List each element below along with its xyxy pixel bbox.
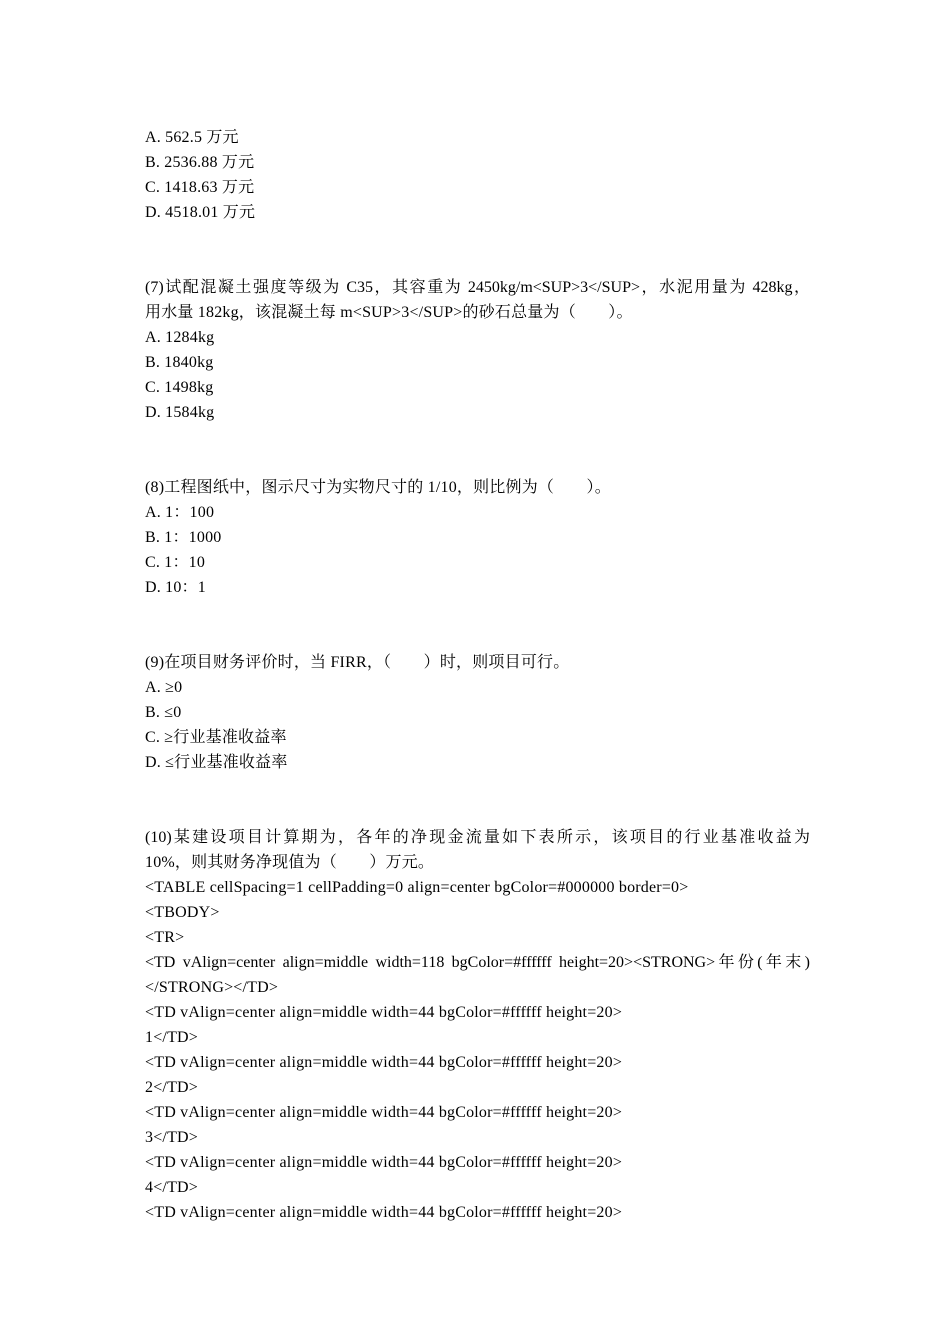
question-8 bbox=[145, 475, 810, 600]
q10-raw-line: 1</TD> bbox=[145, 1029, 199, 1046]
q10-raw-line: <TD vAlign=center align=middle width=44 bgColor=#ffffff height=20> bbox=[145, 1054, 623, 1071]
q10-raw-line: 4</TD> bbox=[145, 1179, 199, 1196]
q10-raw-line: <TABLE cellSpacing=1 cellPadding=0 align=center bgColor=#000000 border=0> bbox=[145, 879, 689, 896]
q7-option-c: C. 1498kg bbox=[145, 379, 214, 396]
q10-raw-line: <TBODY> bbox=[145, 904, 220, 921]
question-9 bbox=[145, 650, 810, 775]
q8-option-c: C. 1：10 bbox=[145, 554, 206, 571]
q8-stem: (8)工程图纸中，图示尺寸为实物尺寸的 1/10，则比例为（ ）。 bbox=[145, 479, 611, 496]
spacer bbox=[145, 775, 810, 825]
q9-option-d: D. ≤行业基准收益率 bbox=[145, 754, 288, 771]
q10-raw-line: <TD vAlign=center align=middle width=118 bgColor=#ffffff height=20><STRONG>年份(年末) bbox=[145, 954, 810, 971]
q10-stem-line-1: (10)某建设项目计算期为，各年的净现金流量如下表所示，该项目的行业基准收益为 bbox=[145, 829, 810, 846]
spacer bbox=[145, 225, 810, 275]
q10-raw-line: <TD vAlign=center align=middle width=44 bgColor=#ffffff height=20> bbox=[145, 1004, 623, 1021]
q10-raw-line: <TD vAlign=center align=middle width=44 bgColor=#ffffff height=20> bbox=[145, 1104, 623, 1121]
spacer bbox=[145, 425, 810, 475]
q7-option-d: D. 1584kg bbox=[145, 404, 215, 421]
q10-raw-line: 3</TD> bbox=[145, 1129, 199, 1146]
q10-raw-line: <TD vAlign=center align=middle width=44 bgColor=#ffffff height=20> bbox=[145, 1154, 623, 1171]
q7-stem-line-2: 用水量 182kg，该混凝土每 m<SUP>3</SUP>的砂石总量为（ ）。 bbox=[145, 304, 633, 321]
question-6 bbox=[145, 125, 810, 225]
q6-option-c: C. 1418.63 万元 bbox=[145, 179, 255, 196]
q10-raw-line: 2</TD> bbox=[145, 1079, 199, 1096]
q9-option-c: C. ≥行业基准收益率 bbox=[145, 729, 287, 746]
q7-option-b: B. 1840kg bbox=[145, 354, 214, 371]
spacer bbox=[145, 600, 810, 650]
q10-stem-line-2: 10%，则其财务净现值为（ ）万元。 bbox=[145, 854, 435, 871]
page-content bbox=[145, 125, 810, 1225]
q10-raw-line: </STRONG></TD> bbox=[145, 979, 279, 996]
q8-option-a: A. 1：100 bbox=[145, 504, 215, 521]
q7-option-a: A. 1284kg bbox=[145, 329, 215, 346]
q8-option-d: D. 10：1 bbox=[145, 579, 206, 596]
q9-option-a: A. ≥0 bbox=[145, 679, 183, 696]
q6-option-a: A. 562.5 万元 bbox=[145, 129, 239, 146]
q9-stem: (9)在项目财务评价时，当 FIRR，（ ）时，则项目可行。 bbox=[145, 654, 570, 671]
q10-raw-line: <TR> bbox=[145, 929, 185, 946]
question-7 bbox=[145, 275, 810, 425]
question-10 bbox=[145, 825, 810, 1225]
q6-option-b: B. 2536.88 万元 bbox=[145, 154, 255, 171]
q7-stem-line-1: (7)试配混凝土强度等级为 C35，其容重为 2450kg/m<SUP>3</SUP>，水泥用量为 428kg， bbox=[145, 279, 810, 296]
q8-option-b: B. 1：1000 bbox=[145, 529, 222, 546]
q10-raw-line: <TD vAlign=center align=middle width=44 bgColor=#ffffff height=20> bbox=[145, 1204, 623, 1221]
q9-option-b: B. ≤0 bbox=[145, 704, 182, 721]
q6-option-d: D. 4518.01 万元 bbox=[145, 204, 256, 221]
